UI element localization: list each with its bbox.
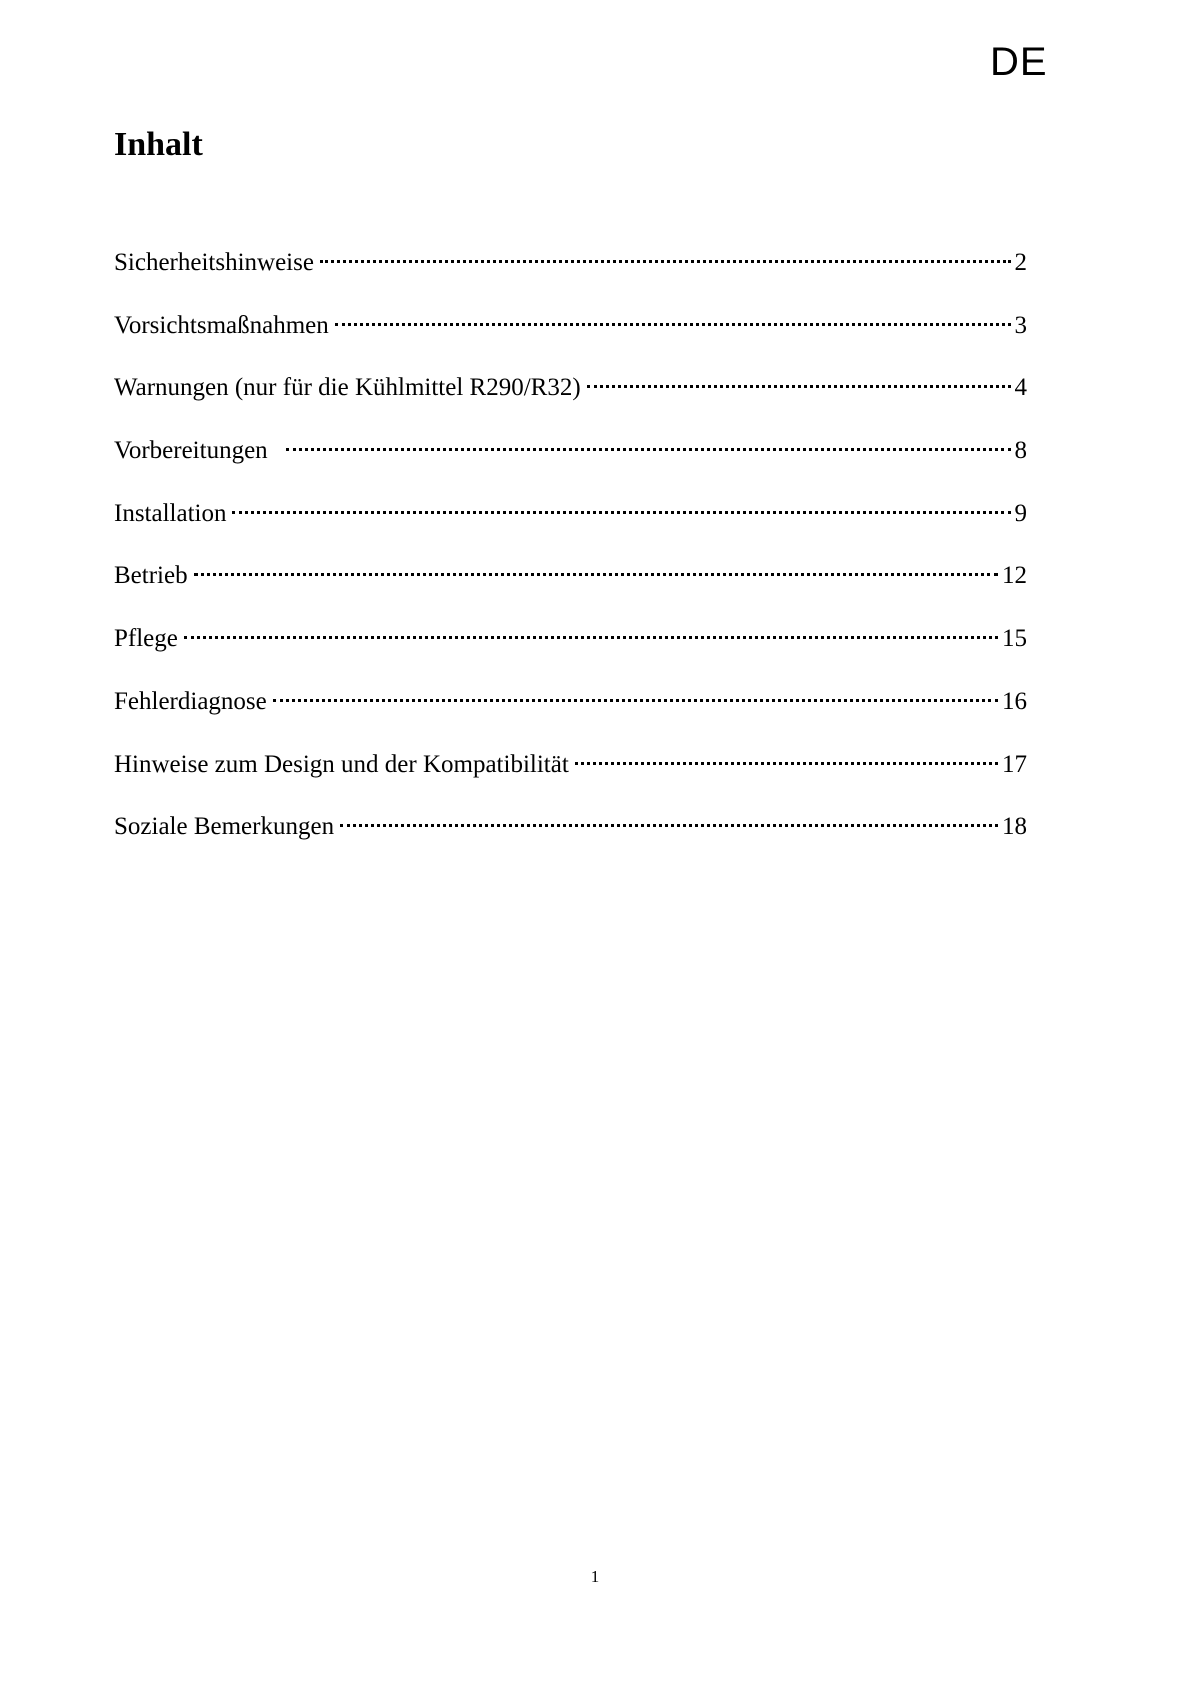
toc-entry-betrieb[interactable] [114, 560, 1027, 623]
dot-leader [587, 385, 1011, 388]
dot-leader [232, 511, 1010, 514]
toc-entry-page: 2 [1014, 249, 1027, 276]
toc-entry-page: 3 [1014, 311, 1027, 339]
toc-entry-label: Soziale Bemerkungen [114, 813, 335, 841]
toc-entry-vorbereitungen[interactable] [114, 435, 1027, 498]
toc-entry-label: Betrieb [114, 562, 188, 590]
toc-entry-page: 17 [1002, 750, 1027, 778]
page-number: 1 [590, 1567, 600, 1586]
toc-entry-installation[interactable] [114, 498, 1027, 561]
toc-entry-label: Hinweise zum Design und der Kompatibilität [114, 750, 569, 778]
toc-entry-fehlerdiagnose[interactable] [114, 686, 1027, 749]
toc-entry-page: 16 [1002, 687, 1027, 715]
dot-leader [575, 762, 998, 765]
dot-leader [335, 323, 1011, 326]
toc-entry-pflege[interactable] [114, 623, 1027, 686]
dot-leader [340, 824, 998, 827]
toc-title: Inhalt [114, 126, 203, 163]
dot-leader [286, 448, 1011, 451]
toc-entry-sicherheitshinweise[interactable] [114, 247, 1027, 310]
toc-entry-label: Pflege [114, 625, 178, 653]
toc-entry-label: Vorbereitungen [114, 437, 268, 465]
toc-entry-label: Vorsichtsmaßnahmen [114, 311, 329, 339]
dot-leader [194, 573, 998, 576]
toc-list [114, 247, 1027, 874]
dot-leader [184, 636, 998, 639]
toc-entry-page: 15 [1002, 625, 1027, 653]
toc-entry-label: Sicherheitshinweise [114, 249, 314, 276]
toc-entry-label: Warnungen (nur für die Kühlmittel R290/R32) [114, 374, 581, 402]
toc-entry-page: 12 [1002, 562, 1027, 590]
toc-entry-label: Installation [114, 499, 227, 527]
toc-entry-page: 9 [1014, 499, 1027, 527]
toc-entry-vorsichtsmassnahmen[interactable] [114, 310, 1027, 373]
dot-leader [273, 699, 998, 702]
toc-entry-soziale-bemerkungen[interactable] [114, 811, 1027, 874]
toc-entry-page: 8 [1014, 437, 1027, 465]
toc-entry-page: 4 [1014, 374, 1027, 402]
toc-entry-page: 18 [1002, 813, 1027, 841]
dot-leader [320, 260, 1011, 263]
toc-entry-hinweise-design[interactable] [114, 749, 1027, 812]
language-code: DE [990, 40, 1048, 84]
toc-entry-label: Fehlerdiagnose [114, 687, 267, 715]
toc-entry-warnungen[interactable] [114, 372, 1027, 435]
